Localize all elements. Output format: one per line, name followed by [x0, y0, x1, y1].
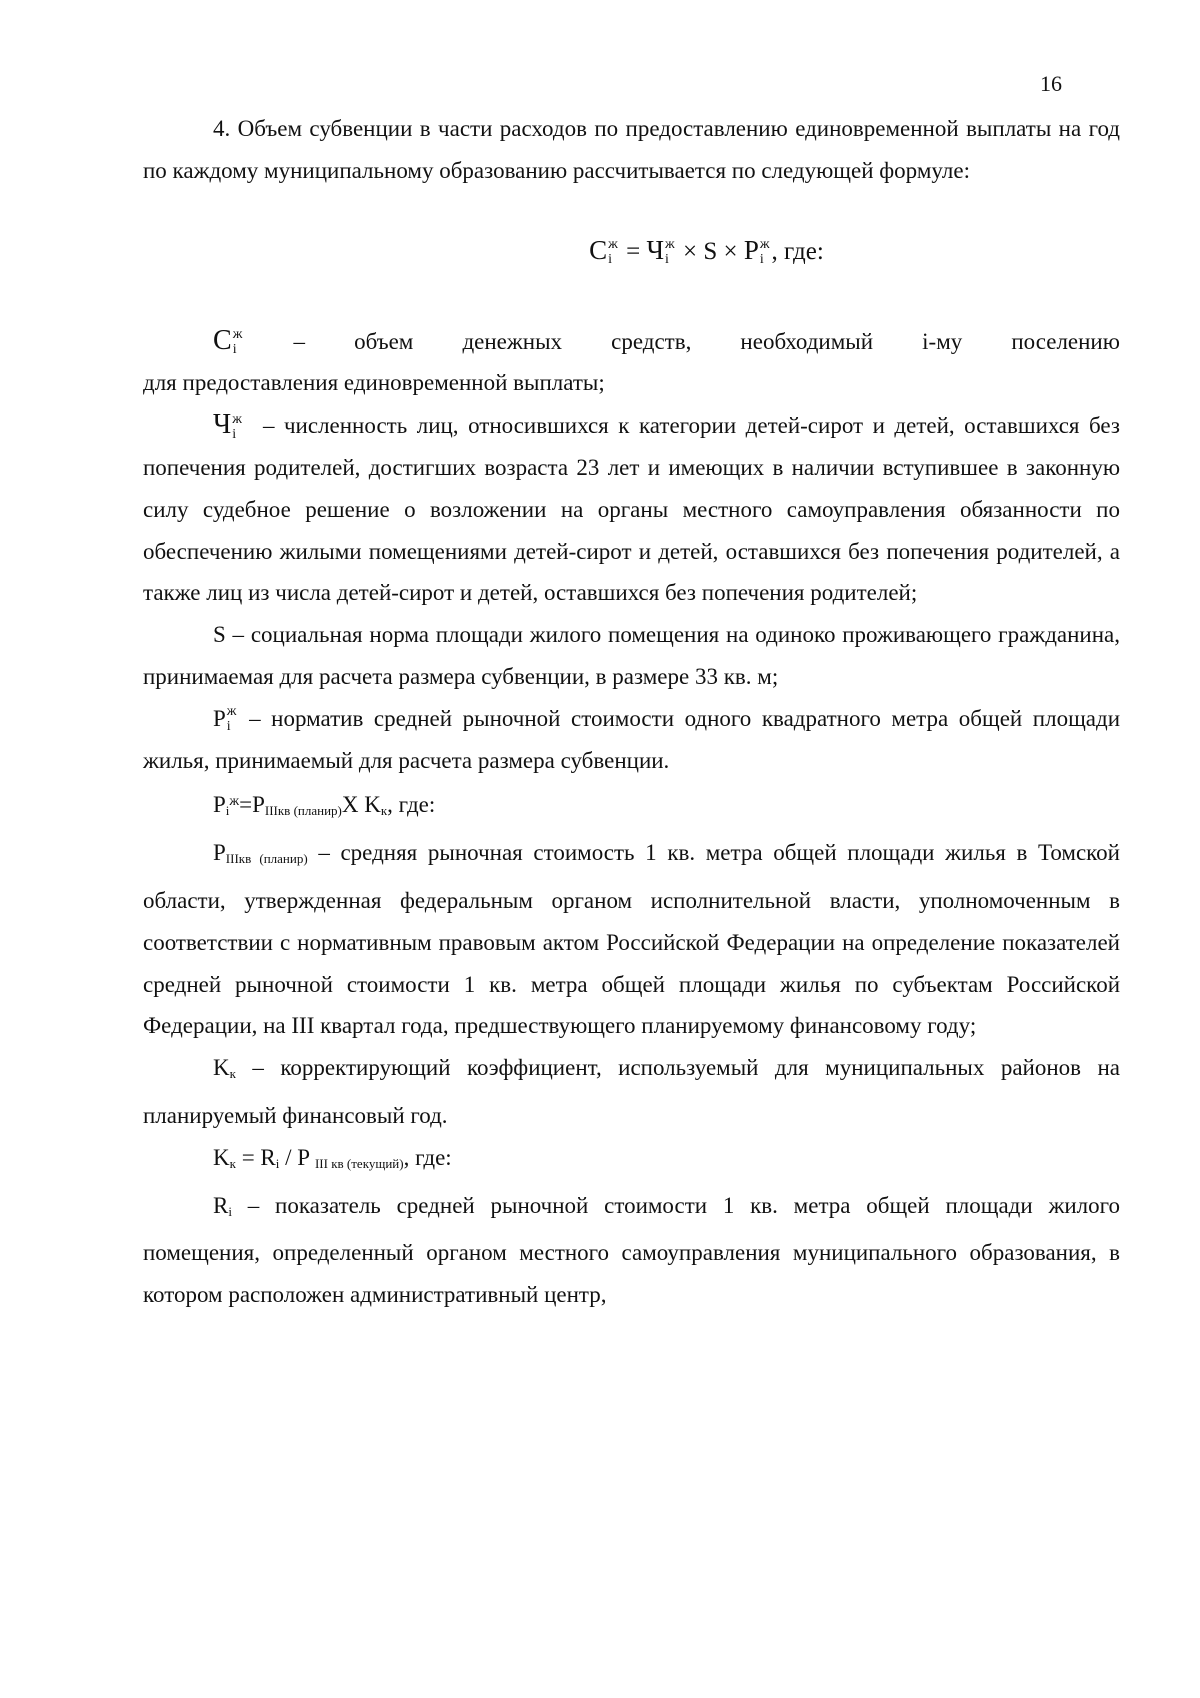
definition-ch: Ч ж i – численность лиц, относившихся к категории детей-сирот и детей, оставшихся без попечения родителей, достигших возраста 23 лет и имеющих в наличии вступившее в законную силу судебное решение о возложении на органы местного самоуправления обязанности по обеспечению жилыми помещениями детей-сирот и детей, оставшихся без попечения родителей, а также лиц из числа детей-сирот и детей, оставшихся без попечения родителей; [143, 409, 1121, 606]
definition-p: P ж i – норматив средней рыночной стоимости одного квадратного метра общей площади жилья, принимаемый для расчета размера субвенции. [143, 704, 1121, 773]
document-body [143, 108, 1120, 1316]
paragraph-intro: 4. Объем субвенции в части расходов по предоставлению единовременной выплаты на год по каждому муниципальному образованию рассчитывается по следующей формуле: [143, 116, 1120, 183]
page-number: 16 [1040, 71, 1062, 96]
formula-main: C ж i = Ч ж i × S × P ж i , где: [589, 234, 824, 267]
definition-r: $R_i$ – показатель средней рыночной стоимости 1 кв. метра общей площади жилого помещения, определенный органом местного самоуправления муниципального образования, в котором расположен административный центр, [143, 1192, 1120, 1308]
definition-c-first-line: C ж i – объем денежных средств, необходимый i-му поселению [213, 324, 1120, 358]
definition-k: $K_к$ – корректирующий коэффициент, используемый для муниципальных районов на планируемый финансовый год. [143, 1055, 1121, 1128]
definition-p-plan: $P_{IIIкв (планир)}$ – средняя рыночная стоимость 1 кв. метра общей площади жилья в Томской области, утвержденная федеральным органом исполнительной власти, уполномоченным в соответствии с нормативным правовым актом Российской Федерации на определение показателей средней рыночной стоимости 1 кв. метра общей площади жилья по субъектам Российской Федерации, на III квартал года, предшествующего планируемому финансовому году; [143, 840, 1120, 1039]
formula-k: $K_к = R_i / P$ $_{III кв (текущий)}$, где: [213, 1144, 452, 1171]
formula-p: $P_i^ж=P_{IIIкв (планир)}X$ $K_к$, где: [213, 792, 436, 819]
definition-s: S – социальная норма площади жилого помещения на одиноко проживающего гражданина, принимаемая для расчета размера субвенции, в размере 33 кв. м; [143, 622, 1120, 689]
definition-c-rest: для предоставления единовременной выплаты; [143, 370, 605, 396]
